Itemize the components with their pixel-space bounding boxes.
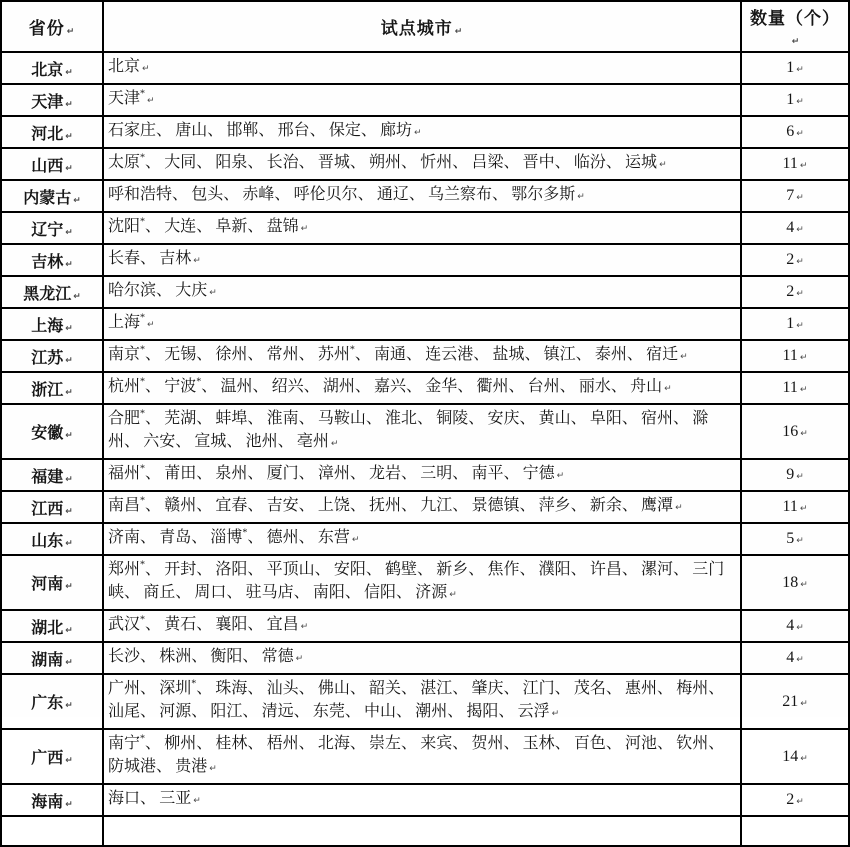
count-cell: 6 ↵ <box>741 116 849 148</box>
pilot-star-marker: * <box>140 216 146 228</box>
paragraph-mark: ↵ <box>796 536 804 546</box>
paragraph-mark: ↵ <box>65 625 73 636</box>
paragraph-mark: ↵ <box>454 27 464 37</box>
paragraph-mark: ↵ <box>796 193 804 203</box>
paragraph-mark: ↵ <box>147 96 155 106</box>
paragraph-mark: ↵ <box>73 291 81 302</box>
paragraph-mark: ↵ <box>65 323 73 334</box>
count-cell: 11 ↵ <box>741 491 849 523</box>
pilot-star-marker: * <box>140 559 146 571</box>
province-cell: 吉林 ↵ <box>1 244 103 276</box>
paragraph-mark: ↵ <box>65 131 73 142</box>
table-header-row <box>1 1 849 52</box>
table-row-湖北 <box>1 610 849 642</box>
paragraph-mark: ↵ <box>799 161 808 171</box>
count-cell: 2 ↵ <box>741 244 849 276</box>
count-cell: 4 ↵ <box>741 642 849 674</box>
province-cell: 广西 ↵ <box>1 729 103 784</box>
table-row-浙江 <box>1 372 849 404</box>
paragraph-mark: ↵ <box>300 224 309 234</box>
pilot-star-marker: * <box>140 376 146 388</box>
province-cell: 北京 ↵ <box>1 52 103 84</box>
count-cell: 16 ↵ <box>741 404 849 459</box>
paragraph-mark: ↵ <box>577 192 585 202</box>
paragraph-mark: ↵ <box>65 799 73 810</box>
province-cell: 湖北 ↵ <box>1 610 103 642</box>
cities-cell: 武汉*、 黄石、 襄阳、 宜昌 ↵ <box>103 610 741 642</box>
cities-cell: 南昌*、 赣州、 宜春、 吉安、 上饶、 抚州、 九江、 景德镇、 萍乡、 新余、 鹰潭 ↵ <box>103 491 741 523</box>
table-row-山西 <box>1 148 849 180</box>
paragraph-mark: ↵ <box>799 504 808 514</box>
pilot-star-marker: * <box>140 733 146 745</box>
paragraph-mark: ↵ <box>65 506 73 517</box>
paragraph-mark: ↵ <box>193 256 201 266</box>
cities-cell: 福州*、 莆田、 泉州、 厦门、 漳州、 龙岩、 三明、 南平、 宁德 ↵ <box>103 459 741 491</box>
cities-cell: 南京*、 无锡、 徐州、 常州、 苏州*、 南通、 连云港、 盐城、 镇江、 泰州、 宿迁 ↵ <box>103 340 741 372</box>
province-cell: 上海 ↵ <box>1 308 103 340</box>
clipped-next-row <box>1 816 849 846</box>
paragraph-mark: ↵ <box>147 320 155 330</box>
paragraph-mark: ↵ <box>796 797 804 807</box>
province-cell: 山西 ↵ <box>1 148 103 180</box>
paragraph-mark: ↵ <box>66 27 76 37</box>
paragraph-mark: ↵ <box>800 698 808 709</box>
paragraph-mark: ↵ <box>65 387 73 398</box>
province-cell: 内蒙古 ↵ <box>1 180 103 212</box>
table-row-黑龙江 <box>1 276 849 308</box>
count-cell: 2 ↵ <box>741 784 849 816</box>
paragraph-mark: ↵ <box>300 622 309 632</box>
paragraph-mark: ↵ <box>796 623 804 633</box>
table-row-广西 <box>1 729 849 784</box>
table-row-福建 <box>1 459 849 491</box>
province-cell: 天津 ↵ <box>1 84 103 116</box>
pilot-star-marker: * <box>242 527 248 539</box>
paragraph-mark: ↵ <box>65 355 73 366</box>
paragraph-mark: ↵ <box>680 352 688 362</box>
cities-cell: 沈阳*、 大连、 阜新、 盘锦 ↵ <box>103 212 741 244</box>
paragraph-mark: ↵ <box>209 764 217 774</box>
cities-cell: 上海*↵ <box>103 308 741 340</box>
paragraph-mark: ↵ <box>796 655 804 665</box>
pilot-star-marker: * <box>140 152 146 164</box>
table-row-河南 <box>1 555 849 610</box>
paragraph-mark: ↵ <box>65 582 73 592</box>
header-count-label: 数量（个） <box>750 9 840 28</box>
cities-cell: 济南、 青岛、 淄博*、 德州、 东营 ↵ <box>103 523 741 555</box>
province-cell: 江西 ↵ <box>1 491 103 523</box>
paragraph-mark: ↵ <box>65 474 73 485</box>
table-row-江苏 <box>1 340 849 372</box>
header-cities-label: 试点城市 <box>380 19 453 38</box>
province-cell: 河北 ↵ <box>1 116 103 148</box>
table-row-吉林 <box>1 244 849 276</box>
paragraph-mark: ↵ <box>414 128 422 138</box>
pilot-star-marker: * <box>140 495 146 507</box>
paragraph-mark: ↵ <box>796 129 804 139</box>
cities-cell: 南宁*、 柳州、 桂林、 梧州、 北海、 崇左、 来宾、 贺州、 玉林、 百色、 河池、 钦州、 防城港、 贵港 ↵ <box>103 729 741 784</box>
paragraph-mark: ↵ <box>800 579 808 590</box>
count-cell: 7 ↵ <box>741 180 849 212</box>
count-cell: 1 ↵ <box>741 308 849 340</box>
clipped-cell <box>103 816 741 846</box>
cities-cell: 天津*↵ <box>103 84 741 116</box>
paragraph-mark: ↵ <box>65 99 73 110</box>
clipped-cell <box>741 816 849 846</box>
pilot-star-marker: * <box>140 312 146 324</box>
paragraph-mark: ↵ <box>796 225 804 235</box>
table-row-安徽 <box>1 404 849 459</box>
cities-cell: 太原*、 大同、 阳泉、 长治、 晋城、 朔州、 忻州、 吕梁、 晋中、 临汾、 运城 ↵ <box>103 148 741 180</box>
pilot-star-marker: * <box>140 614 146 626</box>
cities-cell: 郑州*、 开封、 洛阳、 平顶山、 安阳、 鹤壁、 新乡、 焦作、 濮阳、 许昌、 漯河、 三门峡、 商丘、 周口、 驻马店、 南阳、 信阳、 济源 ↵ <box>103 555 741 610</box>
table-row-辽宁 <box>1 212 849 244</box>
province-cell: 海南 ↵ <box>1 784 103 816</box>
count-cell: 5 ↵ <box>741 523 849 555</box>
count-cell: 1 ↵ <box>741 52 849 84</box>
paragraph-mark: ↵ <box>142 64 150 74</box>
paragraph-mark: ↵ <box>209 288 217 298</box>
paragraph-mark: ↵ <box>449 590 457 600</box>
paragraph-mark: ↵ <box>65 227 73 238</box>
table-row-海南 <box>1 784 849 816</box>
cities-cell: 合肥*、 芜湖、 蚌埠、 淮南、 马鞍山、 淮北、 铜陵、 安庆、 黄山、 阜阳、 宿州、 滁州、 六安、 宣城、 池州、 亳州 ↵ <box>103 404 741 459</box>
paragraph-mark: ↵ <box>796 65 804 75</box>
paragraph-mark: ↵ <box>65 431 73 441</box>
cities-cell: 北京 ↵ <box>103 52 741 84</box>
paragraph-mark: ↵ <box>800 753 808 764</box>
table-row-北京 <box>1 52 849 84</box>
count-cell: 4 ↵ <box>741 212 849 244</box>
table-row-内蒙古 <box>1 180 849 212</box>
province-cell: 辽宁 ↵ <box>1 212 103 244</box>
paragraph-mark: ↵ <box>800 428 808 439</box>
cities-cell: 长春、 吉林 ↵ <box>103 244 741 276</box>
count-cell: 11 ↵ <box>741 148 849 180</box>
count-cell: 1 ↵ <box>741 84 849 116</box>
cities-cell: 哈尔滨、 大庆 ↵ <box>103 276 741 308</box>
pilot-star-marker: * <box>196 376 202 388</box>
paragraph-mark: ↵ <box>796 289 804 299</box>
count-cell: 2 ↵ <box>741 276 849 308</box>
province-cell: 山东 ↵ <box>1 523 103 555</box>
pilot-star-marker: * <box>140 463 146 475</box>
paragraph-mark: ↵ <box>65 259 73 270</box>
paragraph-mark: ↵ <box>65 701 73 711</box>
count-cell: 4 ↵ <box>741 610 849 642</box>
province-cell: 安徽 ↵ <box>1 404 103 459</box>
paragraph-mark: ↵ <box>295 654 304 664</box>
paragraph-mark: ↵ <box>796 321 804 331</box>
province-cell: 湖南 ↵ <box>1 642 103 674</box>
paragraph-mark: ↵ <box>65 67 73 78</box>
paragraph-mark: ↵ <box>675 503 683 513</box>
paragraph-mark: ↵ <box>791 37 801 47</box>
pilot-star-marker: * <box>140 344 146 356</box>
table-body <box>1 52 849 846</box>
paragraph-mark: ↵ <box>799 385 808 395</box>
paragraph-mark: ↵ <box>664 384 672 394</box>
province-cell: 江苏 ↵ <box>1 340 103 372</box>
paragraph-mark: ↵ <box>796 97 804 107</box>
header-province <box>1 1 103 52</box>
table-row-湖南 <box>1 642 849 674</box>
header-count <box>741 1 849 52</box>
cities-cell: 长沙、 株洲、 衡阳、 常德 ↵ <box>103 642 741 674</box>
clipped-cell <box>1 816 103 846</box>
paragraph-mark: ↵ <box>73 195 81 206</box>
cities-cell: 广州、 深圳*、 珠海、 汕头、 佛山、 韶关、 湛江、 肇庆、 江门、 茂名、 惠州、 梅州、 汕尾、 河源、 阳江、 清远、 东莞、 中山、 潮州、 揭阳、 云浮 ↵ <box>103 674 741 729</box>
province-cell: 河南 ↵ <box>1 555 103 610</box>
header-province-label: 省份 <box>28 19 65 38</box>
pilot-star-marker: * <box>191 678 197 690</box>
province-cell: 黑龙江 ↵ <box>1 276 103 308</box>
count-cell: 21 ↵ <box>741 674 849 729</box>
table-row-江西 <box>1 491 849 523</box>
province-cell: 浙江 ↵ <box>1 372 103 404</box>
paragraph-mark: ↵ <box>556 471 565 481</box>
count-cell: 9 ↵ <box>741 459 849 491</box>
count-cell: 11 ↵ <box>741 372 849 404</box>
paragraph-mark: ↵ <box>65 538 73 549</box>
cities-cell: 石家庄、 唐山、 邯郸、 邢台、 保定、 廊坊 ↵ <box>103 116 741 148</box>
cities-cell: 杭州*、 宁波*、 温州、 绍兴、 湖州、 嘉兴、 金华、 衢州、 台州、 丽水、 舟山 ↵ <box>103 372 741 404</box>
table-row-上海 <box>1 308 849 340</box>
paragraph-mark: ↵ <box>65 163 73 174</box>
header-cities <box>103 1 741 52</box>
pilot-star-marker: * <box>140 408 146 420</box>
paragraph-mark: ↵ <box>330 439 339 449</box>
count-cell: 11 ↵ <box>741 340 849 372</box>
paragraph-mark: ↵ <box>796 257 804 267</box>
pilot-star-marker: * <box>349 344 355 356</box>
paragraph-mark: ↵ <box>659 160 667 170</box>
cities-cell: 呼和浩特、 包头、 赤峰、 呼伦贝尔、 通辽、 乌兰察布、 鄂尔多斯 ↵ <box>103 180 741 212</box>
paragraph-mark: ↵ <box>551 709 560 719</box>
paragraph-mark: ↵ <box>65 657 73 668</box>
paragraph-mark: ↵ <box>799 353 808 363</box>
pilot-star-marker: * <box>140 88 146 100</box>
table-row-山东 <box>1 523 849 555</box>
paragraph-mark: ↵ <box>796 472 804 482</box>
cities-cell: 海口、 三亚 ↵ <box>103 784 741 816</box>
table-row-广东 <box>1 674 849 729</box>
table-row-河北 <box>1 116 849 148</box>
table-row-天津 <box>1 84 849 116</box>
paragraph-mark: ↵ <box>193 796 201 806</box>
paragraph-mark: ↵ <box>351 535 360 545</box>
province-cell: 福建 ↵ <box>1 459 103 491</box>
count-cell: 14 ↵ <box>741 729 849 784</box>
paragraph-mark: ↵ <box>65 756 73 766</box>
count-cell: 18 ↵ <box>741 555 849 610</box>
province-cell: 广东 ↵ <box>1 674 103 729</box>
